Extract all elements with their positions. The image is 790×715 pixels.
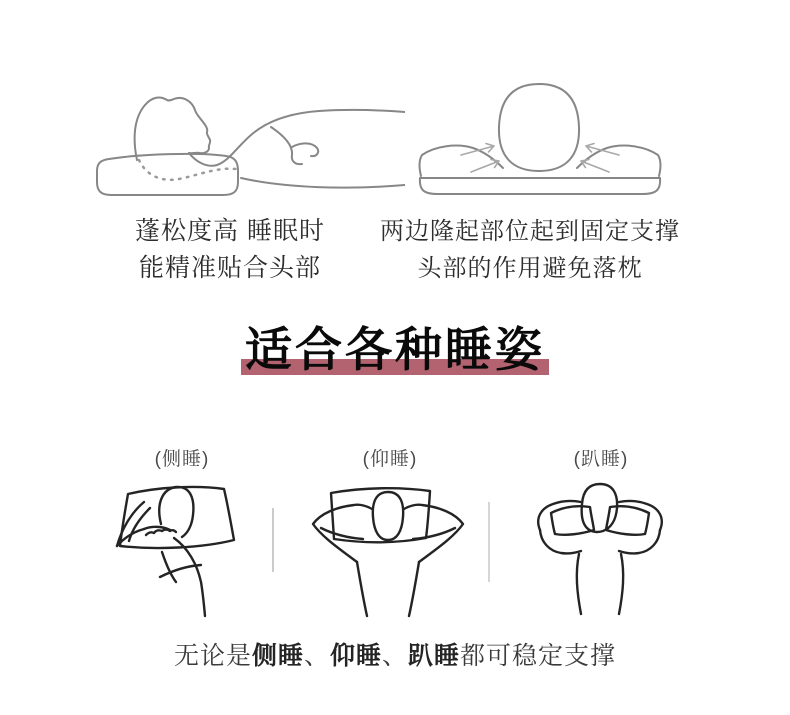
side-view-sketch-icon [95,85,405,200]
footer-prefix: 无论是 [173,642,252,670]
side-sleep-sketch-icon [100,478,280,618]
stomach-sleep-sketch-icon [515,478,695,618]
left-caption-line1: 蓬松度高 睡眠时 [135,217,325,245]
footer-suffix: 都可稳定支撑 [460,642,617,670]
left-caption-line2: 能精准贴合头部 [138,254,321,282]
label-back-sleep: (仰睡) [362,449,418,470]
back-sleep-sketch-icon [305,478,485,618]
top-view-sketch-icon [415,72,665,202]
stomach-sleep-illustration [515,478,695,618]
vertical-divider-1 [272,508,274,572]
right-caption-line2: 头部的作用避免落枕 [417,255,643,282]
side-sleep-illustration [100,478,280,618]
label-stomach-sleep: (趴睡) [573,449,629,470]
left-caption [110,213,350,287]
pillow-fit-side-view-illustration [95,85,405,200]
pillow-support-top-view-illustration [415,72,665,202]
right-caption-line1: 两边隆起部位起到固定支撑 [380,218,680,245]
footer-back-sleep: 仰睡 [329,642,382,670]
back-sleep-illustration [305,478,485,618]
footer-stomach-sleep: 趴睡 [408,642,461,670]
footer-sep1: 、 [303,642,330,670]
footer-side-sleep: 侧睡 [251,642,304,670]
section-heading: 适合各种睡姿 [245,323,545,376]
section-heading-wrap [0,322,790,378]
footer-sep2: 、 [382,642,409,670]
inward-arrows-icon [461,144,619,173]
footer-summary [0,636,790,672]
vertical-divider-2 [488,502,490,582]
right-caption [380,213,680,287]
label-side-sleep: (侧睡) [154,449,210,470]
